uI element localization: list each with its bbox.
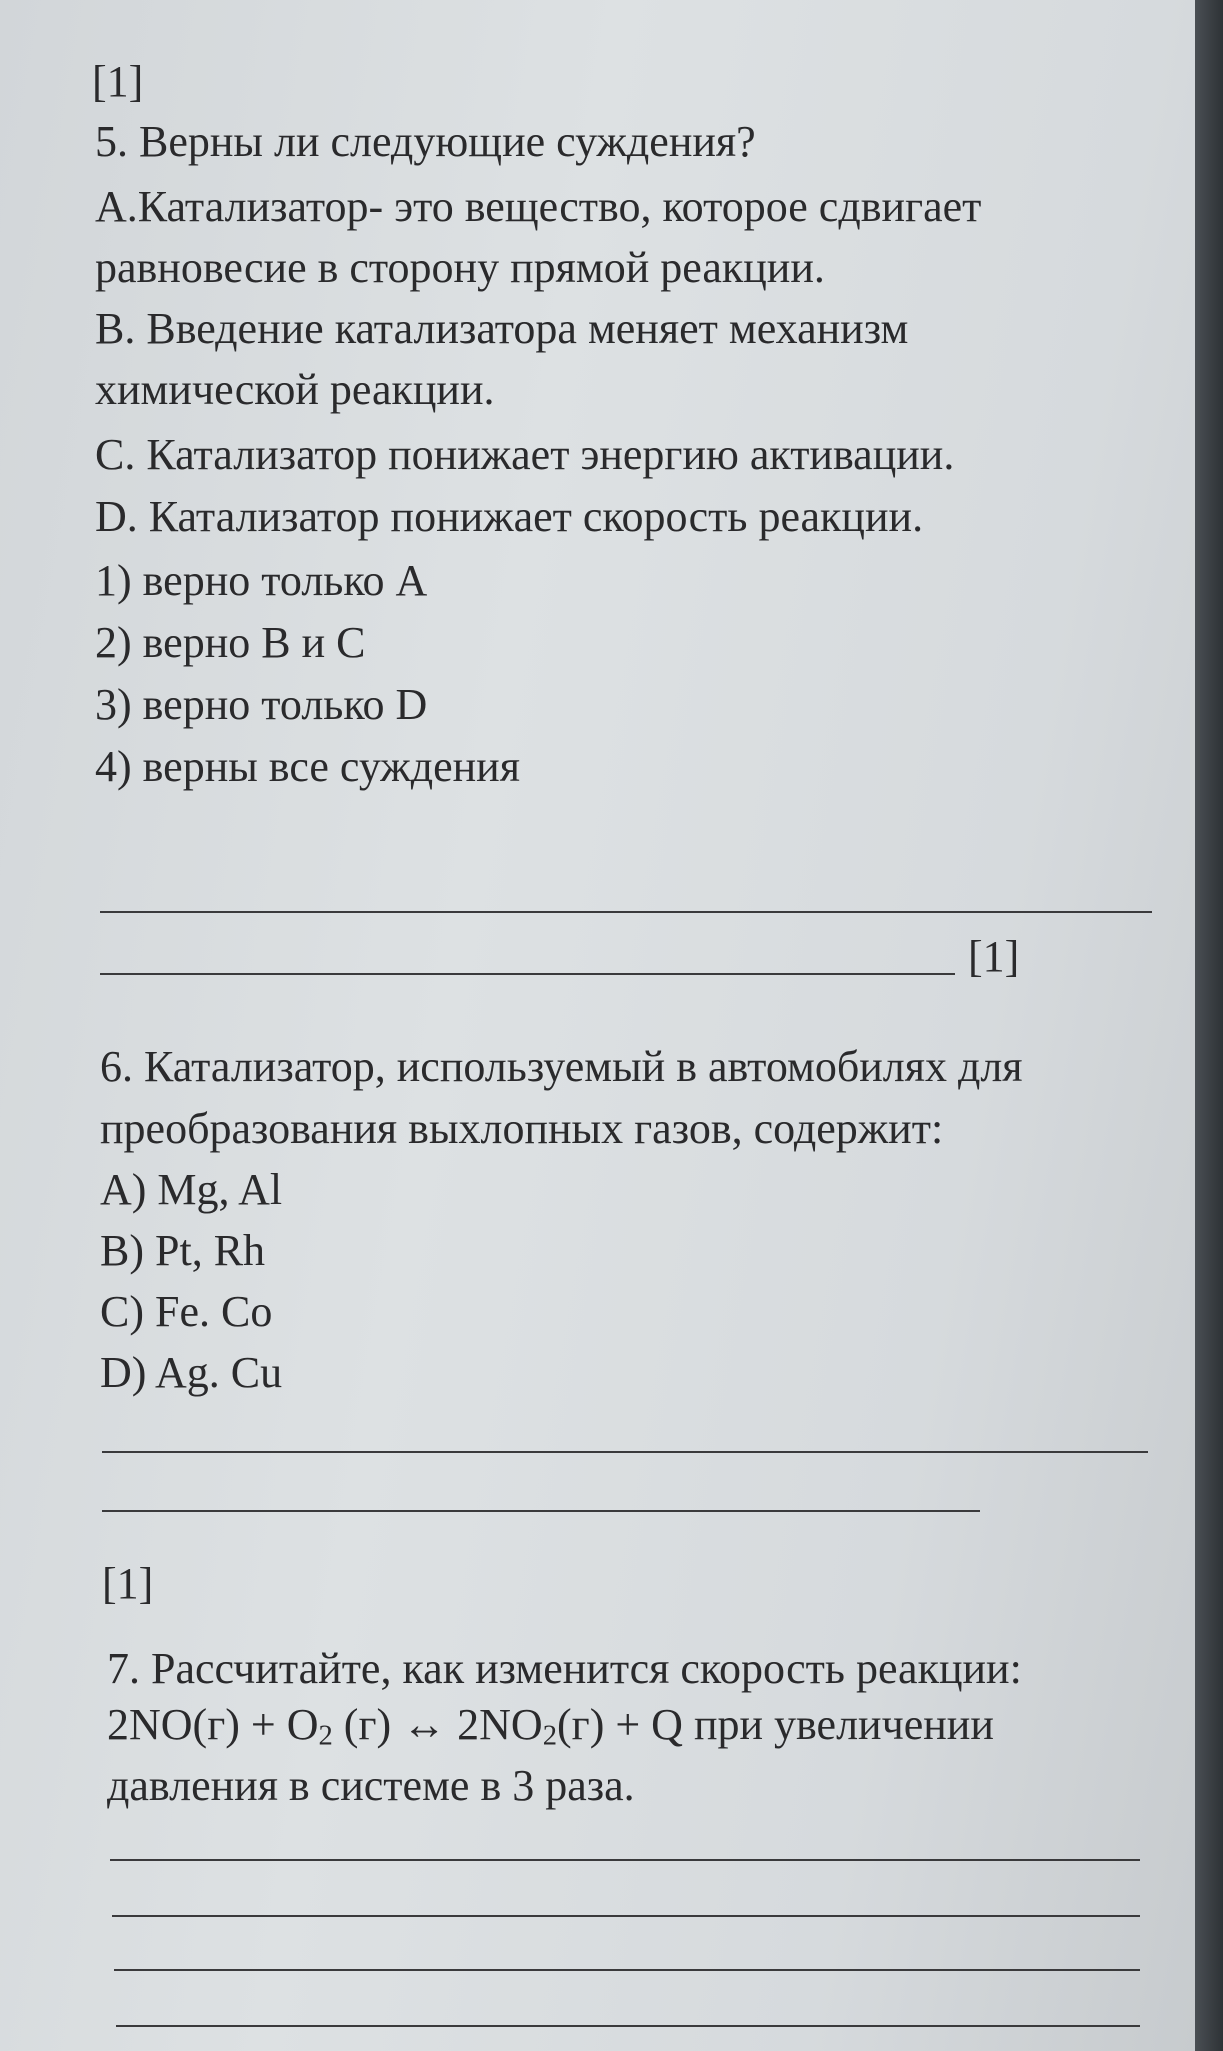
q6-score-label: [1] <box>102 1559 154 1608</box>
question-7-line3: давления в системе в 3 раза. <box>107 1761 635 1810</box>
equation-part: (г) ↔ 2NO <box>332 1700 543 1749</box>
statement-a-line2: равновесие в сторону прямой реакции. <box>95 243 825 292</box>
score-label: [1] <box>92 57 144 106</box>
q6-option-b: B) Pt, Rh <box>100 1226 266 1275</box>
answer-line <box>100 911 1152 913</box>
answer-line <box>102 1451 1148 1453</box>
q5-option-3: 3) верно только D <box>95 680 428 729</box>
statement-b-line1: В. Введение катализатора меняет механизм <box>95 304 909 353</box>
subscript-2: 2 <box>318 1720 333 1752</box>
q6-option-a: A) Mg, Al <box>100 1165 283 1214</box>
answer-line <box>100 973 955 975</box>
subscript-2: 2 <box>542 1720 557 1752</box>
equation-part: 2NO(г) + O <box>107 1700 319 1749</box>
equation-part: (г) + Q при увеличении <box>557 1700 994 1749</box>
q6-option-c: C) Fe. Co <box>100 1287 273 1336</box>
statement-c: С. Катализатор понижает энергию активации. <box>95 430 955 479</box>
question-6-title-line2: преобразования выхлопных газов, содержит: <box>100 1104 944 1153</box>
question-6-title-line1: 6. Катализатор, используемый в автомобилях для <box>100 1042 1023 1091</box>
answer-line <box>102 1510 980 1512</box>
q5-option-2: 2) верно В и С <box>95 618 366 667</box>
statement-a-line1: А.Катализатор- это вещество, которое сдвигает <box>95 182 982 231</box>
answer-line <box>114 1969 1140 1971</box>
statement-b-line2: химической реакции. <box>95 365 495 414</box>
statement-d: D. Катализатор понижает скорость реакции. <box>95 492 924 541</box>
answer-line <box>112 1915 1140 1917</box>
reaction-equation <box>107 1700 994 1752</box>
question-5-title: 5. Верны ли следующие суждения? <box>95 117 756 166</box>
q6-option-d: D) Ag. Cu <box>100 1348 283 1397</box>
question-7-title: 7. Рассчитайте, как изменится скорость реакции: <box>107 1644 1022 1693</box>
q5-score-label: [1] <box>968 932 1020 981</box>
answer-line <box>110 1859 1140 1861</box>
q5-option-4: 4) верны все суждения <box>95 742 520 791</box>
q5-option-1: 1) верно только А <box>95 556 428 605</box>
page-edge-shadow <box>1195 0 1223 2051</box>
answer-line <box>116 2025 1140 2027</box>
